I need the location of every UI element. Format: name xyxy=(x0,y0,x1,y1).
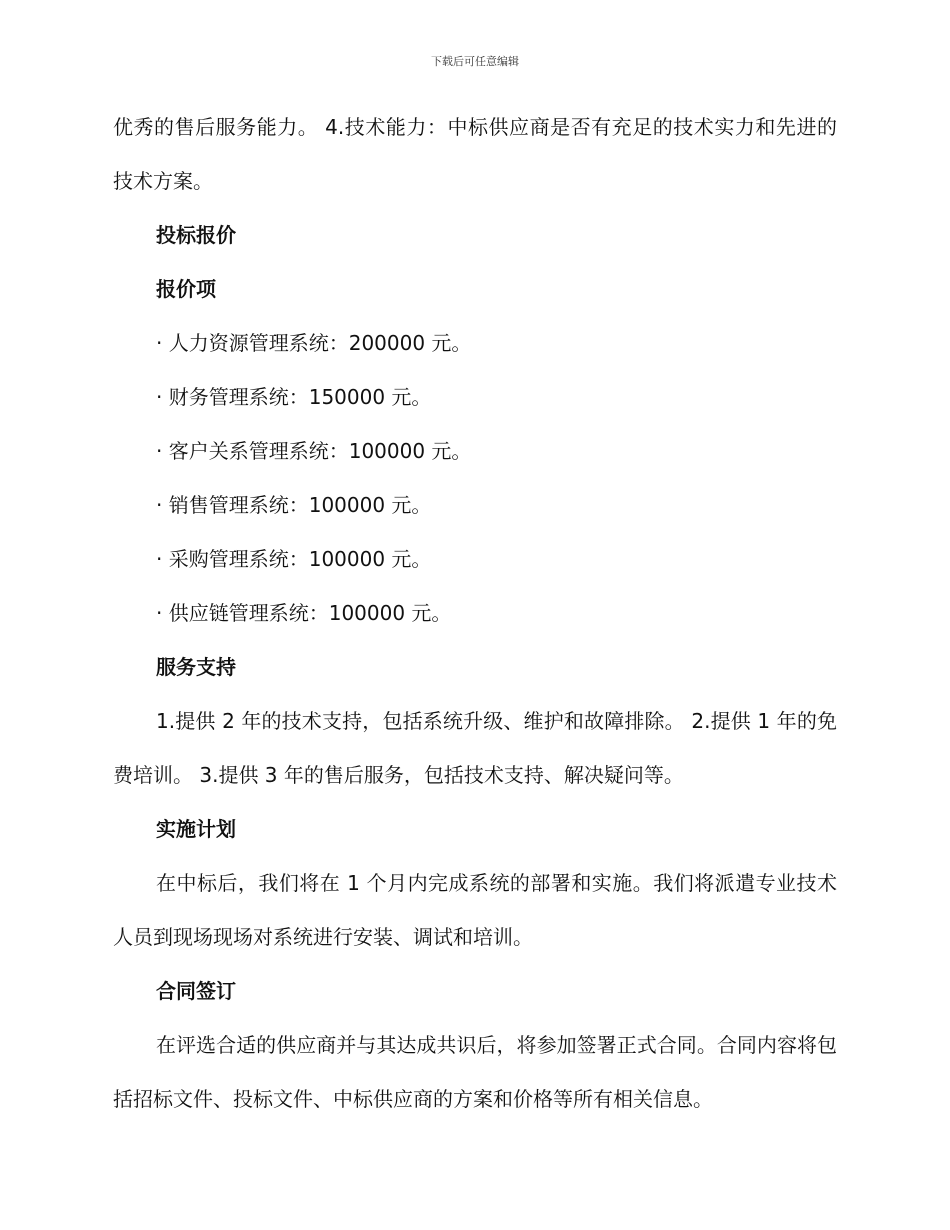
price-items-subheading: 报价项 xyxy=(156,277,216,301)
price-item-sales: · 销售管理系统：100000 元。 xyxy=(156,493,432,517)
price-item-finance: · 财务管理系统：150000 元。 xyxy=(156,385,432,409)
price-item-procurement: · 采购管理系统：100000 元。 xyxy=(156,547,432,571)
price-item-crm: · 客户关系管理系统：100000 元。 xyxy=(156,439,472,463)
contract-heading: 合同签订 xyxy=(156,979,236,1003)
intro-paragraph: 优秀的售后服务能力。 4.技术能力：中标供应商是否有充足的技术实力和先进的技术方案。 xyxy=(113,115,837,193)
document-body xyxy=(113,100,837,1126)
bid-price-heading: 投标报价 xyxy=(156,223,236,247)
contract-paragraph: 在评选合适的供应商并与其达成共识后，将参加签署正式合同。合同内容将包括招标文件、投标文件、中标供应商的方案和价格等所有相关信息。 xyxy=(113,1033,837,1111)
page-header: 下载后可任意编辑 xyxy=(431,55,519,68)
service-heading: 服务支持 xyxy=(156,655,236,679)
plan-heading: 实施计划 xyxy=(156,817,236,841)
plan-paragraph: 在中标后，我们将在 1 个月内完成系统的部署和实施。我们将派遣专业技术人员到现场现场对系统进行安装、调试和培训。 xyxy=(113,871,837,949)
price-item-supply-chain: · 供应链管理系统：100000 元。 xyxy=(156,601,452,625)
price-item-list xyxy=(113,316,837,640)
service-paragraph: 1.提供 2 年的技术支持，包括系统升级、维护和故障排除。 2.提供 1 年的免费培训。 3.提供 3 年的售后服务，包括技术支持、解决疑问等。 xyxy=(113,709,837,787)
price-item-hr: · 人力资源管理系统：200000 元。 xyxy=(156,331,472,355)
